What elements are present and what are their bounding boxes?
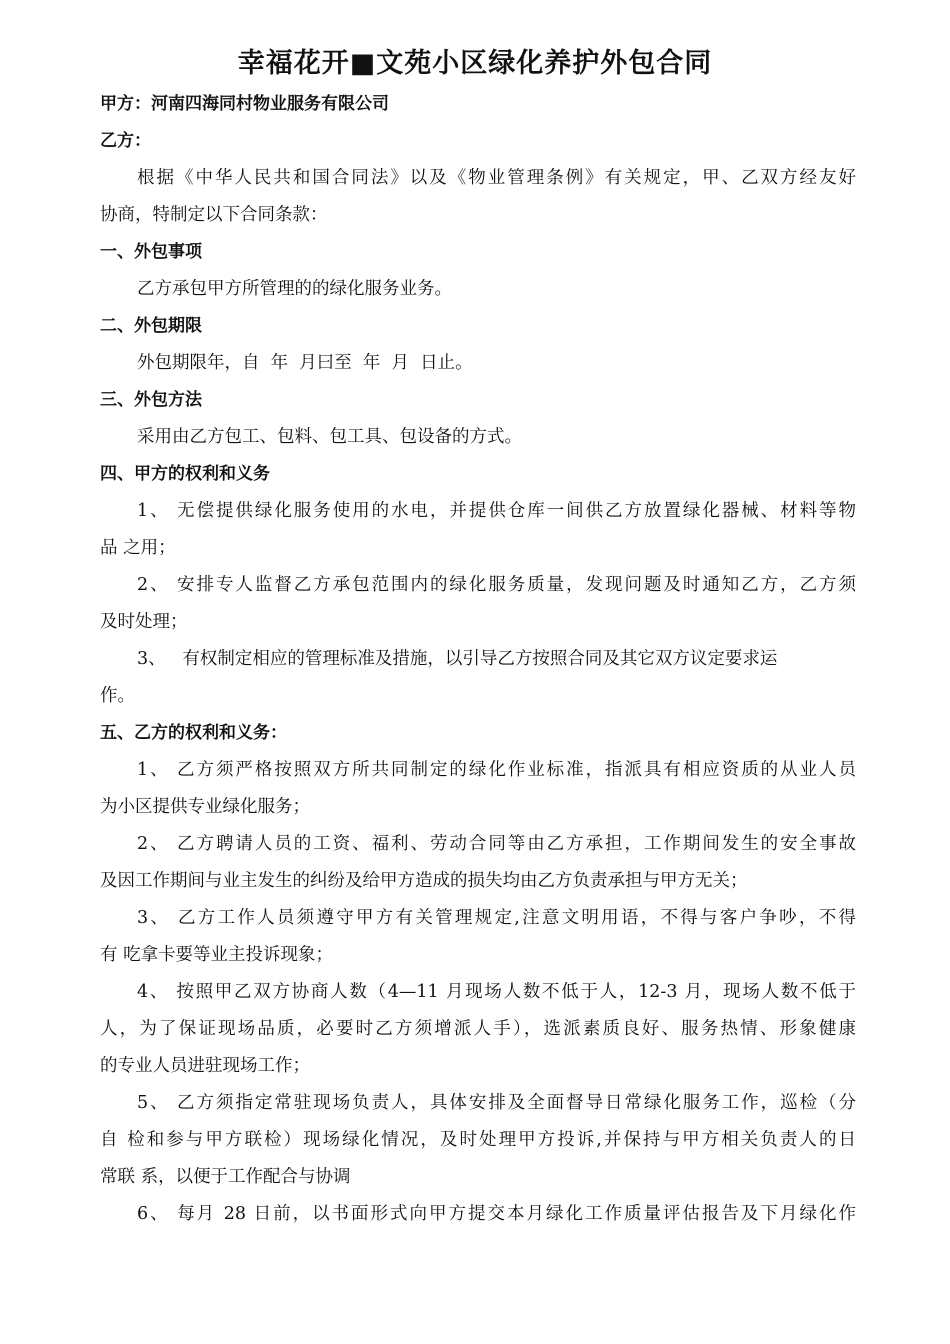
section-5-item-5-line-1: 5、 乙方须指定常驻现场负责人，具体安排及全面督导日常绿化服务工作，巡检（分	[137, 1093, 856, 1113]
section-3-heading: 三、外包方法	[100, 390, 202, 410]
section-4-item-1-line-1: 1、 无偿提供绿化服务使用的水电，并提供仓库一间供乙方放置绿化器械、材料等物	[137, 501, 856, 521]
section-4-item-3-line-1: 3、 有权制定相应的管理标准及措施，以引导乙方按照合同及其它双方议定要求运	[137, 649, 778, 669]
document-title: 幸福花开■文苑小区绿化养护外包合同	[237, 48, 713, 79]
party-b-line: 乙方：	[100, 131, 151, 151]
section-5-item-3-line-1: 3、 乙方工作人员须遵守甲方有关管理规定,注意文明用语，不得与客户争吵，不得	[137, 908, 856, 928]
section-5-item-1-line-1: 1、 乙方须严格按照双方所共同制定的绿化作业标准，指派具有相应资质的从业人员	[137, 760, 856, 780]
section-5-item-4-line-2: 人，为了保证现场品质，必要时乙方须增派人手），选派素质良好、服务热情、形象健康	[100, 1019, 856, 1039]
section-4-item-3-line-2: 作。	[100, 686, 135, 706]
intro-line-2: 协商，特制定以下合同条款：	[100, 205, 328, 225]
section-5-item-4-line-1: 4、 按照甲乙双方协商人数（4—11 月现场人数不低于人，12-3 月，现场人数不低于	[137, 982, 856, 1002]
document-body	[100, 86, 856, 1233]
section-4-item-2-line-2: 及时处理；	[100, 612, 188, 632]
section-5-item-4-line-3: 的专业人员进驻现场工作；	[100, 1056, 310, 1076]
section-5-item-5-line-3: 常联 系，以便于工作配合与协调	[100, 1167, 351, 1187]
section-4-heading: 四、甲方的权利和义务	[100, 464, 270, 484]
section-4-item-2-line-1: 2、 安排专人监督乙方承包范围内的绿化服务质量，发现问题及时通知乙方，乙方须	[137, 575, 856, 595]
section-3-body: 采用由乙方包工、包料、包工具、包设备的方式。	[137, 427, 522, 447]
section-5-item-1-line-2: 为小区提供专业绿化服务；	[100, 797, 310, 817]
section-5-item-2-line-2: 及因工作期间与业主发生的纠纷及给甲方造成的损失均由乙方负责承担与甲方无关；	[100, 871, 748, 891]
section-1-heading: 一、外包事项	[100, 242, 202, 262]
section-5-item-5-line-2: 自 检和参与甲方联检）现场绿化情况，及时处理甲方投诉,并保持与甲方相关负责人的日	[100, 1130, 856, 1150]
section-5-item-2-line-1: 2、 乙方聘请人员的工资、福利、劳动合同等由乙方承担，工作期间发生的安全事故	[137, 834, 856, 854]
intro-line-1: 根据《中华人民共和国合同法》以及《物业管理条例》有关规定，甲、乙双方经友好	[137, 168, 856, 188]
section-4-item-1-line-2: 品 之用；	[100, 538, 176, 558]
section-5-item-6-line-1: 6、 每月 28 日前，以书面形式向甲方提交本月绿化工作质量评估报告及下月绿化作	[137, 1204, 856, 1224]
section-1-body: 乙方承包甲方所管理的的绿化服务业务。	[137, 279, 452, 299]
section-5-item-3-line-2: 有 吃拿卡要等业主投诉现象；	[100, 945, 334, 965]
section-2-body: 外包期限年，自 年 月曰至 年 月 日止。	[137, 353, 473, 373]
section-2-heading: 二、外包期限	[100, 316, 202, 336]
section-5-heading: 五、乙方的权利和义务：	[100, 723, 287, 743]
party-a-line: 甲方：河南四海同村物业服务有限公司	[100, 94, 389, 114]
